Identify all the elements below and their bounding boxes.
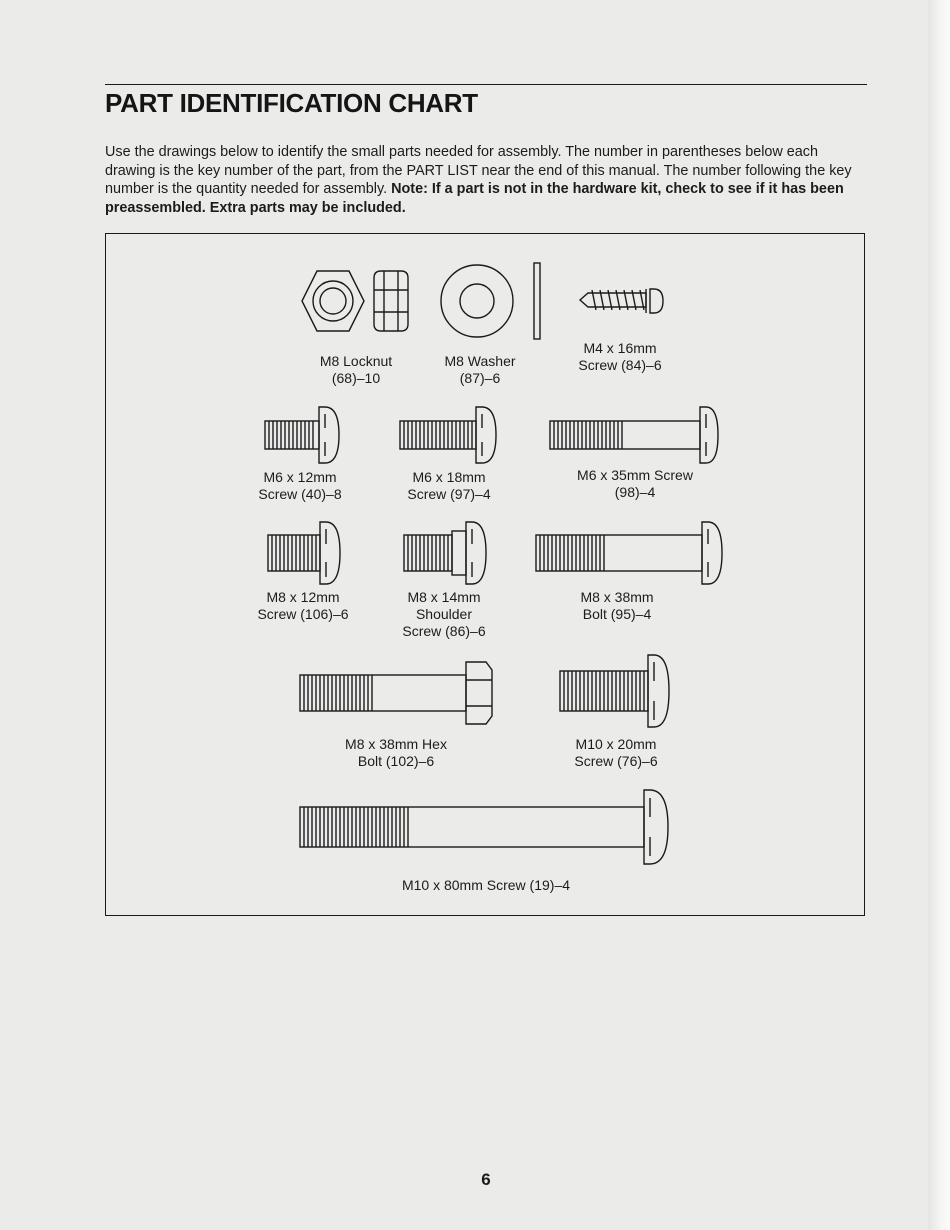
m4-screw-label: [560, 340, 680, 374]
note-text: If a part is not in the hardware kit, check to see if it has been preassembled. Extra parts may be included.: [105, 181, 844, 216]
top-rule: [105, 84, 867, 85]
m6x18-screw-key: Screw (97)–4: [407, 486, 491, 502]
m6x12-screw-drawing: [263, 404, 343, 466]
washer-label: [420, 353, 540, 387]
m10x80-screw-name: M10 x 80mm Screw (19)–4: [401, 877, 571, 893]
m6x18-screw-drawing: [398, 404, 498, 466]
m6x35-screw-label: [560, 467, 710, 501]
m6x35-screw-key: (98)–4: [614, 484, 656, 500]
m10x80-screw-drawing: [298, 788, 672, 866]
locknut-drawing: [300, 268, 412, 336]
m8x38-hex-bolt-drawing: [298, 660, 494, 726]
m6x18-screw-label: [389, 469, 509, 503]
m8x12-screw-name: M8 x 12mm: [266, 589, 340, 605]
m8x12-screw-drawing: [266, 520, 344, 586]
m8x38-bolt-name: M8 x 38mm: [580, 589, 654, 605]
m8x14-screw-name: M8 x 14mm: [407, 589, 481, 605]
m4-screw-name: M4 x 16mm: [583, 340, 657, 356]
m10x20-screw-name: M10 x 20mm: [575, 736, 657, 752]
m4-screw-key: Screw (84)–6: [578, 357, 662, 373]
washer-key: (87)–6: [459, 370, 501, 386]
locknut-key: (68)–10: [331, 370, 381, 386]
m8x12-screw-key: Screw (106)–6: [257, 606, 349, 622]
locknut-label: [296, 353, 416, 387]
m8x38-bolt-key: Bolt (95)–4: [582, 606, 652, 622]
m10x20-screw-label: [556, 736, 676, 770]
m4-screw-drawing: [578, 284, 666, 318]
intro-paragraph: [105, 143, 870, 217]
m6x35-screw-drawing: [548, 404, 720, 466]
m6x35-screw-name: M6 x 35mm Screw: [577, 467, 693, 483]
locknut-name: M8 Locknut: [319, 353, 393, 369]
m10x20-screw-drawing: [558, 653, 672, 729]
m6x12-screw-name: M6 x 12mm: [263, 469, 337, 485]
intro-text: Use the drawings below to identify the small parts needed for assembly. The number in parentheses below each drawing is the key number of the part, from the PART LIST near the end of this manual. The number following the key number is the quantity needed for assembly.: [105, 144, 852, 197]
m8x14-screw-key: Screw (86)–6: [402, 623, 486, 639]
washer-name: M8 Washer: [444, 353, 516, 369]
m8x38-bolt-drawing: [534, 520, 724, 586]
m6x12-screw-key: Screw (40)–8: [258, 486, 342, 502]
m10x80-screw-label: [366, 877, 606, 894]
m8x38-bolt-label: [557, 589, 677, 623]
m8x14-screw-label: [384, 589, 504, 640]
washer-drawing: [438, 262, 544, 340]
m8x38-hex-bolt-label: [326, 736, 466, 770]
m8x14-shoulder-screw-drawing: [402, 520, 488, 586]
page-number: 6: [481, 1170, 491, 1189]
page-title: PART IDENTIFICATION CHART: [105, 88, 478, 118]
m8x14-screw-type: Shoulder: [415, 606, 473, 622]
m10x20-screw-key: Screw (76)–6: [574, 753, 658, 769]
m6x18-screw-name: M6 x 18mm: [412, 469, 486, 485]
page-edge: [928, 0, 950, 1230]
m8x38-hex-bolt-key: Bolt (102)–6: [357, 753, 435, 769]
m8x38-hex-bolt-name: M8 x 38mm Hex: [345, 736, 447, 752]
m6x12-screw-label: [240, 469, 360, 503]
note-label: Note:: [391, 181, 428, 197]
m8x12-screw-label: [243, 589, 363, 623]
